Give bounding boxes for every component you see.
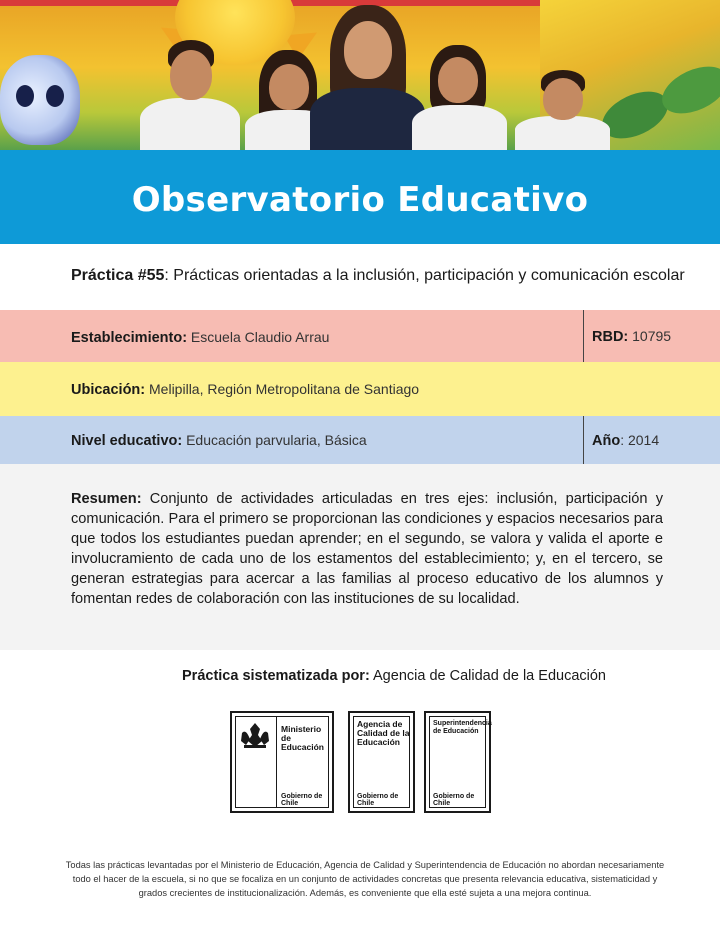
rbd-label: RBD: [592, 329, 629, 345]
teacher [310, 5, 425, 150]
level-value: Educación parvularia, Básica [186, 432, 367, 448]
systematized-by [0, 668, 720, 684]
mural-bee [0, 55, 80, 145]
teacher-body [310, 88, 425, 150]
location-row [0, 362, 720, 416]
bee-eye [46, 85, 64, 107]
student-head [438, 57, 478, 103]
student-4 [515, 70, 610, 150]
logo-title: Superintendencia de Educación [433, 720, 492, 735]
summary-label: Resumen: [71, 491, 142, 507]
practice-title [71, 265, 691, 286]
practice-description: : Prácticas orientadas a la inclusión, participación y comunicación escolar [164, 267, 685, 284]
row-divider [583, 416, 584, 464]
student-1 [140, 40, 240, 150]
establishment-label: Establecimiento: [71, 330, 188, 346]
establishment-value: Escuela Claudio Arrau [190, 329, 330, 345]
hero-photo [0, 0, 720, 150]
year-label: Año [592, 433, 621, 449]
logo-superintendencia [424, 711, 491, 813]
student-head [269, 64, 309, 110]
logo-title: Ministerio de Educación [281, 724, 324, 752]
logo-agencia [348, 711, 415, 813]
student-head [170, 50, 212, 100]
logo-divider [276, 716, 277, 808]
location-value: Melipilla, Región Metropolitana de Santiago [149, 381, 420, 397]
summary-section [0, 464, 720, 650]
year-value: : 2014 [620, 432, 660, 448]
level-row [0, 416, 720, 464]
logo-footer: Gobierno de Chile [433, 793, 475, 807]
systematized-label: Práctica sistematizada por: [182, 668, 370, 684]
student-body [140, 98, 240, 150]
logo-title: Agencia de Calidad de la Educación [357, 719, 410, 747]
student-body [412, 105, 507, 150]
title-banner [0, 150, 720, 244]
location-label: Ubicación: [71, 382, 146, 398]
chile-coat-of-arms-icon [238, 721, 272, 749]
summary-paragraph [71, 489, 663, 609]
row-divider [583, 310, 584, 362]
teacher-head [344, 21, 392, 79]
student-head [543, 78, 583, 120]
logo-footer: Gobierno de Chile [281, 793, 323, 807]
page-title: Observatorio Educativo [131, 180, 589, 220]
bee-eye [16, 85, 34, 107]
level-label: Nivel educativo: [71, 433, 183, 449]
student-3 [412, 45, 507, 150]
logo-footer: Gobierno de Chile [357, 793, 399, 807]
summary-text: Conjunto de actividades articuladas en tres ejes: inclusión, participación y comunicación. Para el primero se proporcionan las condiciones y espacios necesarios para que todos los estudiantes puedan aprender; en el segundo, se valora y valida el aporte e involucramiento de cada uno de los estamentos del establecimiento; y, en el tercero, se generan estrategias para acercar a las familias al proceso educativo de los alumnos y fomentan redes de colaboración con las instituciones de su localidad. [71, 491, 664, 607]
logo-mineduc [230, 711, 334, 813]
systematized-value: Agencia de Calidad de la Educación [373, 668, 606, 684]
practice-number: Práctica #55 [71, 267, 165, 284]
student-body [515, 116, 610, 150]
disclaimer-text: Todas las prácticas levantadas por el Ministerio de Educación, Agencia de Calidad y Superintendencia de Educación no abordan necesariamente todo el hacer de la escuela, si no que se focaliza en un conjunto de actividades concretas que presenta relevancia educativa, sistematicidad y grados crecientes de institucionalización. Además, es conveniente que ella esté sujeta a una mejora continua. [65, 860, 665, 898]
establishment-row [0, 310, 720, 362]
rbd-value: 10795 [632, 328, 672, 344]
